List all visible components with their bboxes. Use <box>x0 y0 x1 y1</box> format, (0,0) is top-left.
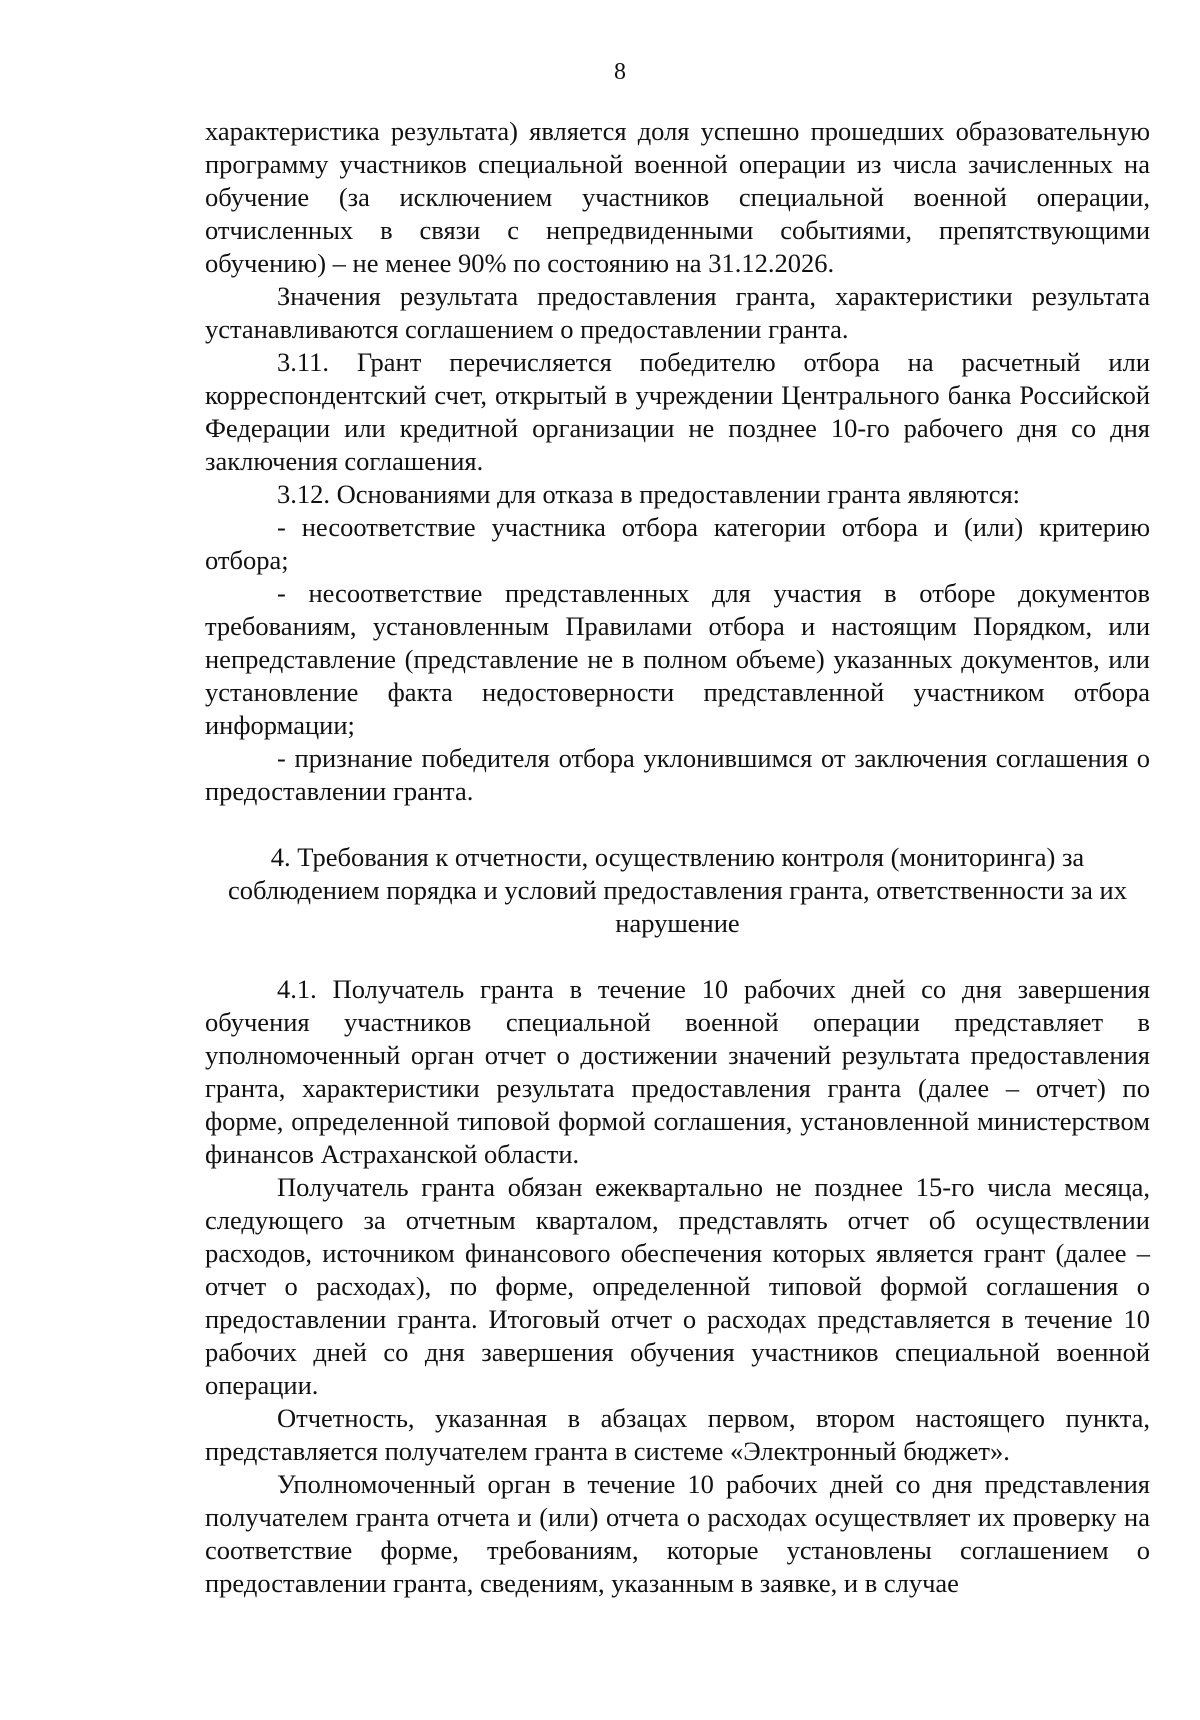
page-number: 8 <box>614 59 626 85</box>
paragraph-result-characteristic: характеристика результата) является доля успешно прошедших образовательную программу участников специальной военной операции из числа зачисленных на обучение (за исключением участников специальной военной операции, отчисленных в связи с непредвиденными событиями, препятствующими обучению) – не менее 90% по состоянию на 31.12.2026. <box>205 116 1150 278</box>
paragraph-3-12: 3.12. Основаниями для отказа в предоставлении гранта являются: <box>277 479 1021 509</box>
paragraph-electronic-budget: Отчетность, указанная в абзацах первом, втором настоящего пункта, представляется получателем гранта в системе «Электронный бюджет». <box>205 1403 1150 1466</box>
paragraph-quarterly-report: Получатель гранта обязан ежеквартально не позднее 15-го числа месяца, следующего за отчетным кварталом, представлять отчет об осуществлении расходов, источником финансового обеспечения которых является грант (далее – отчет о расходах), по форме, определенной типовой формой соглашения о предоставлении гранта. Итоговый отчет о расходах представляется в течение 10 рабочих дней со дня завершения обучения участников специальной военной операции. <box>205 1172 1150 1400</box>
list-item-mismatch-documents: - несоответствие представленных для участия в отборе документов требованиям, установленным Правилами отбора и настоящим Порядком, или непредставление (представление не в полном объеме) указанных документов, или установление факта недостоверности представленной участником отбора информации; <box>205 578 1150 740</box>
document-body <box>205 115 1150 1600</box>
paragraph-result-values: Значения результата предоставления гранта, характеристики результата устанавливаются соглашением о предоставлении гранта. <box>205 281 1150 344</box>
paragraph-3-11: 3.11. Грант перечисляется победителю отбора на расчетный или корреспондентский счет, открытый в учреждении Центрального банка Российской Федерации или кредитной организации не позднее 10-го рабочего дня со дня заключения соглашения. <box>205 347 1150 476</box>
section-heading-4: 4. Требования к отчетности, осуществлению контроля (мониторинга) за соблюдением порядка и условий предоставления гранта, ответственности за их нарушение <box>228 842 1127 938</box>
paragraph-authority-check: Уполномоченный орган в течение 10 рабочих дней со дня представления получателем гранта отчета и (или) отчета о расходах осуществляет их проверку на соответствие форме, требованиям, которые установлены соглашением о предоставлении гранта, сведениям, указанным в заявке, и в случае <box>205 1469 1150 1598</box>
list-item-evasion: - признание победителя отбора уклонившимся от заключения соглашения о предоставлении гранта. <box>205 743 1150 806</box>
list-item-mismatch-category: - несоответствие участника отбора категории отбора и (или) критерию отбора; <box>205 512 1150 575</box>
paragraph-4-1: 4.1. Получатель гранта в течение 10 рабочих дней со дня завершения обучения участников специальной военной операции представляет в уполномоченный орган отчет о достижении значений результата предоставления гранта, характеристики результата предоставления гранта (далее – отчет) по форме, определенной типовой формой соглашения, установленной министерством финансов Астраханской области. <box>205 974 1150 1169</box>
